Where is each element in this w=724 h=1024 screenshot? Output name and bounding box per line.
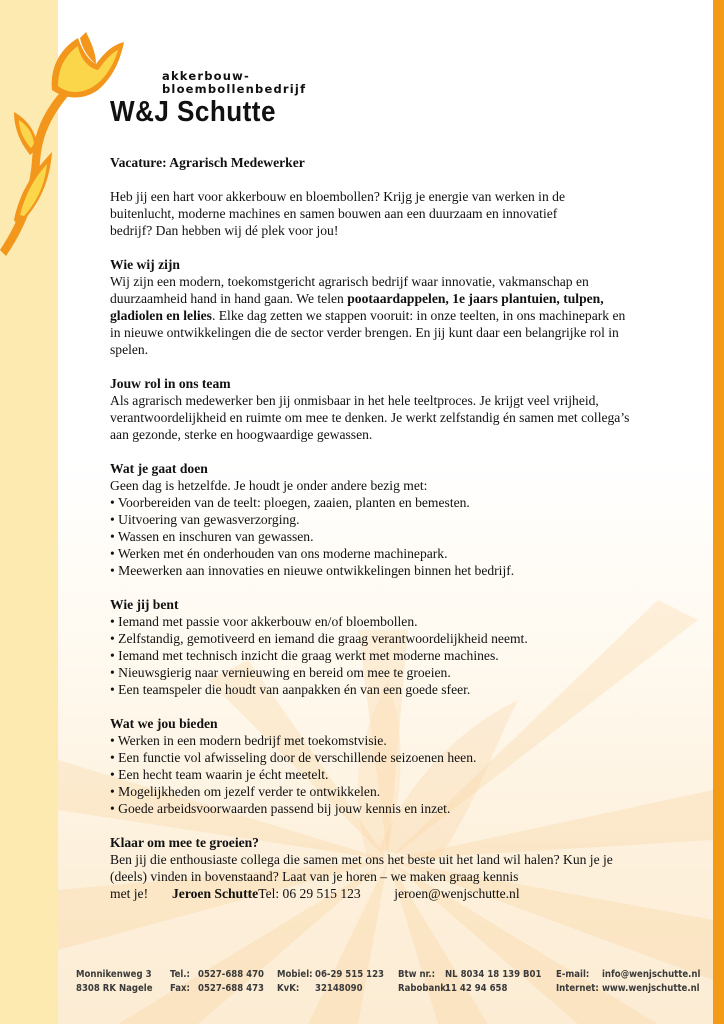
address-city: 8308 RK Nagele (76, 983, 153, 994)
section-text: Als agrarisch medewerker ben jij onmisbaar in het hele teeltproces. Je krijgt veel vrijheid, verantwoordelijkheid en ruimte om mee te denken. Je werkt zelfstandig én samen met collega’s aan gezonde, sterke en hoogwaardige gewassen. (110, 393, 630, 442)
profile-list (110, 613, 630, 698)
list-item: • Nieuwsgierig naar vernieuwing en bereid om mee te groeien. (110, 664, 630, 681)
section-wie-wij-zijn (110, 256, 630, 358)
section-text: Ben jij die enthousiaste collega die samen met ons het beste uit het land wil halen? Kun je je (deels) vinden in bovenstaand? Laat van je horen – we maken graag kennis (110, 852, 613, 884)
section-intro: Geen dag is hetzelfde. Je houdt je onder andere bezig met: (110, 478, 428, 493)
mobiel-label: Mobiel: (277, 969, 313, 980)
section-jouw-rol (110, 375, 630, 443)
list-item: • Iemand met technisch inzicht die graag werkt met moderne machines. (110, 647, 630, 664)
text-segment: . Elke dag zetten we stappen vooruit: in onze teelten, in ons machinepark en in nieuwe ontwikkelingen die de sector verder brengen. En jij kunt daar een belangrijke rol in spelen. (110, 308, 626, 357)
footer-address (76, 968, 153, 996)
list-item: • Werken in een modern bedrijf met toekomstvisie. (110, 732, 630, 749)
rabobank-label: Rabobank: (398, 983, 450, 994)
list-item: • Goede arbeidsvoorwaarden passend bij jouw kennis en inzet. (110, 800, 630, 817)
section-heading: Wie wij zijn (110, 257, 180, 272)
section-heading: Klaar om mee te groeien? (110, 835, 259, 850)
contact-email-link[interactable]: jeroen@wenjschutte.nl (394, 886, 520, 901)
mobiel-value: 06-29 515 123 (315, 969, 384, 980)
crops-bold-text: pootaardappelen, 1e jaars plantuien, tulpen, gladiolen en lelies (110, 291, 604, 323)
list-item: • Een teamspeler die houdt van aanpakken én van een goede sfeer. (110, 681, 630, 698)
address-street: Monnikenweg 3 (76, 969, 152, 980)
vacancy-document (110, 154, 630, 902)
list-item: • Iemand met passie voor akkerbouw en/of bloembollen. (110, 613, 630, 630)
btw-label: Btw nr.: (398, 969, 436, 980)
tel-value: 0527-688 470 (198, 969, 264, 980)
footer-mobile-kvk (277, 968, 384, 996)
offer-list (110, 732, 630, 817)
intro-line: bedrijf? Dan hebben wij dé plek voor jou! (110, 223, 339, 238)
rabobank-value: 11 42 94 658 (445, 983, 508, 994)
logo-company-name: W&J Schutte (110, 96, 276, 128)
section-heading: Wat we jou bieden (110, 716, 218, 731)
fax-value: 0527-688 473 (198, 983, 264, 994)
internet-value[interactable]: www.wenjschutte.nl (602, 983, 700, 994)
intro-paragraph (110, 188, 630, 239)
email-value[interactable]: info@wenjschutte.nl (602, 969, 701, 980)
closing-text: met je! (110, 886, 149, 901)
tel-label: Tel.: (170, 969, 190, 980)
logo-tagline-line1: akkerbouw- (162, 69, 250, 83)
task-list (110, 494, 630, 579)
document-title: Vacature: Agrarisch Medewerker (110, 155, 305, 170)
list-item: • Een hecht team waarin je écht meetelt. (110, 766, 630, 783)
internet-label: Internet: (556, 983, 599, 994)
section-heading: Wie jij bent (110, 597, 179, 612)
list-item: • Zelfstandig, gemotiveerd en iemand die graag verantwoordelijkheid neemt. (110, 630, 630, 647)
intro-line: Heb jij een hart voor akkerbouw en bloembollen? Krijg je energie van werken in de (110, 189, 565, 204)
email-label: E-mail: (556, 969, 590, 980)
company-logo (110, 70, 306, 127)
section-klaar (110, 834, 630, 902)
section-text (110, 273, 630, 358)
footer-email-web (556, 968, 700, 996)
right-decorative-strip (713, 0, 724, 1024)
section-heading: Jouw rol in ons team (110, 376, 231, 391)
text-segment: Wij zijn een modern, toekomstgericht agrarisch bedrijf waar innovatie, vakmanschap en duurzaamheid hand in hand gaan. We telen (110, 274, 589, 306)
list-item: • Mogelijkheden om jezelf verder te ontwikkelen. (110, 783, 630, 800)
contact-phone: Tel: 06 29 515 123 (258, 886, 361, 901)
fax-label: Fax: (170, 983, 190, 994)
list-item: • Wassen en inschuren van gewassen. (110, 528, 630, 545)
intro-line: buitenlucht, moderne machines en samen bouwen aan een duurzaam en innovatief (110, 206, 558, 221)
contact-name: Jeroen Schutte (172, 886, 259, 901)
section-heading: Wat je gaat doen (110, 461, 208, 476)
kvk-value: 32148090 (315, 983, 363, 994)
list-item: • Een functie vol afwisseling door de verschillende seizoenen heen. (110, 749, 630, 766)
list-item: • Uitvoering van gewasverzorging. (110, 511, 630, 528)
section-wat-we-bieden (110, 715, 630, 817)
footer-phone-fax (170, 968, 264, 996)
kvk-label: KvK: (277, 983, 300, 994)
btw-value: NL 8034 18 139 B01 (445, 969, 542, 980)
logo-tagline-line2: bloembollenbedrijf (162, 82, 307, 96)
footer-btw-bank (398, 968, 541, 996)
contact-line (110, 885, 630, 902)
list-item: • Werken met én onderhouden van ons moderne machinepark. (110, 545, 630, 562)
list-item: • Meewerken aan innovaties en nieuwe ontwikkelingen binnen het bedrijf. (110, 562, 630, 579)
section-wat-je-gaat-doen (110, 460, 630, 579)
section-wie-jij-bent (110, 596, 630, 698)
list-item: • Voorbereiden van de teelt: ploegen, zaaien, planten en bemesten. (110, 494, 630, 511)
